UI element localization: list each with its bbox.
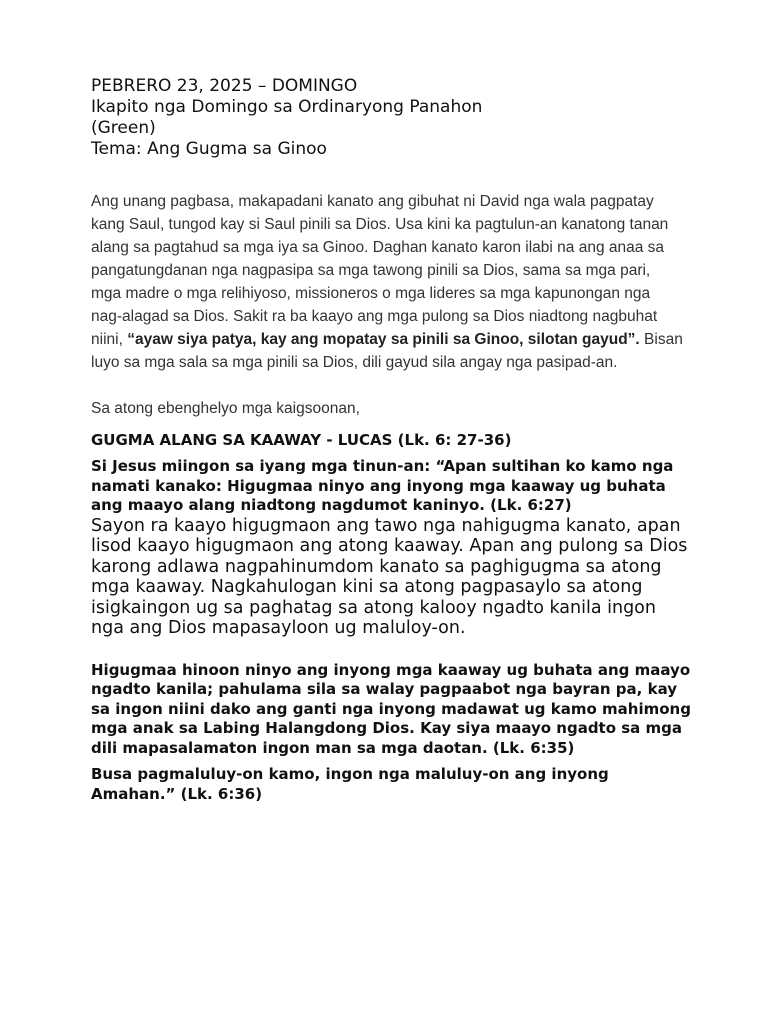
document-page xyxy=(91,76,691,804)
gospel-verse-36: Busa pagmaluluy-on kamo, ingon nga maluluy-on ang inyong Amahan.” (Lk. 6:36) xyxy=(91,765,609,803)
intro-bold-quote: “ayaw siya patya, kay ang mopatay sa pinili sa Ginoo, silotan gayud”. xyxy=(127,331,640,348)
intro-text-part1: Ang unang pagbasa, makapadani kanato ang gibuhat ni David nga wala pagpatay kang Saul, tungod kay si Saul pinili sa Dios. Usa kini ka pagtulun-an kanatong tanan alang sa pagtahud sa mga iya sa Ginoo. Daghan kanato karon ilabi na ang anaa sa pangatungdanan nga nagpasipa sa mga tawong pinili sa Dios, sama sa mga pari, mga madre o mga relihiyoso, missioneros o mga lideres sa mga kapunongan nga nag-alagad sa Dios. Sakit ra ba kaayo ang mga pulong sa Dios niadtong nagbuhat niini, xyxy=(91,193,669,348)
liturgical-day-heading: Ikapito nga Domingo sa Ordinaryong Panahon xyxy=(91,97,483,117)
greeting-text: Sa atong ebenghelyo mga kaigsoonan, xyxy=(91,400,360,417)
intro-text-part2: Bisan luyo sa mga sala sa mga pinili sa Dios, dili gayud sila angay nga pasipad-an. xyxy=(91,331,683,371)
gospel-title: GUGMA ALANG SA KAAWAY - LUCAS (Lk. 6: 27-36) xyxy=(91,431,512,449)
theme-heading: Tema: Ang Gugma sa Ginoo xyxy=(91,139,327,159)
liturgical-color-heading: (Green) xyxy=(91,118,156,138)
gospel-verse-27: Si Jesus miingon sa iyang mga tinun-an: “Apan sultihan ko kamo nga namati kanako: Higugmaa ninyo ang inyong mga kaaway ug buhata ang maayo alang niadtong nagdumot kaninyo. (Lk. 6:27) xyxy=(91,457,674,514)
reflection-paragraph: Sayon ra kaayo higugmaon ang tawo nga nahigugma kanato, apan lisod kaayo higugmaon ang atong kaaway. Apan ang pulong sa Dios karong adlawa nagpahinumdom kanato sa paghigugma sa atong mga kaaway. Nagkahulogan kini sa atong pagpasaylo sa atong isigkaingon ug sa paghatag sa atong kalooy ngadto kanila ingon nga ang Dios mapasayloon ug maluloy-on. xyxy=(91,515,688,638)
intro-paragraph xyxy=(91,190,683,374)
gospel-verse-35: Higugmaa hinoon ninyo ang inyong mga kaaway ug buhata ang maayo ngadto kanila; pahulama sila sa walay pagpaabot nga bayran pa, kay sa ingon niini dako ang ganti nga inyong madawat ug kamo mahimong mga anak sa Labing Halangdong Dios. Kay siya maayo ngadto sa mga dili mapasalamaton ingon man sa mga daotan. (Lk. 6:35) xyxy=(91,660,691,757)
date-heading: PEBRERO 23, 2025 – DOMINGO xyxy=(91,76,358,96)
